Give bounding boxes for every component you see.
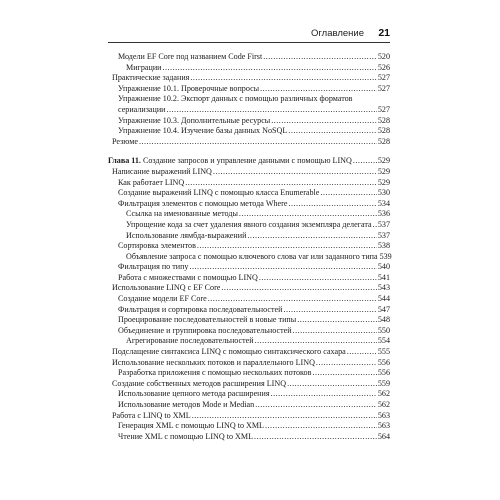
toc-entry-page: 541: [377, 272, 390, 282]
dot-leader: [162, 63, 376, 74]
dot-leader: [293, 326, 377, 337]
dot-leader: [255, 336, 377, 347]
toc-entry-page: 554: [377, 336, 390, 346]
toc-entry[interactable]: [108, 368, 390, 379]
toc-entry-page: 544: [377, 294, 390, 304]
toc-entry-label: Написание выражений LINQ: [112, 166, 212, 176]
toc-entry-label: Использование нескольких потоков и параллельного LINQ: [112, 357, 315, 367]
toc-entry-page: 529: [377, 166, 390, 176]
dot-leader: [254, 432, 377, 443]
dot-leader: [287, 379, 377, 390]
toc-entry-page: 548: [377, 315, 390, 325]
toc-entry-label: Упражнение 10.2. Экспорт данных с помощью различных форматов: [118, 94, 353, 104]
running-head-title: Оглавление: [311, 28, 364, 39]
dot-leader: [353, 156, 377, 167]
toc-entry-page: 559: [377, 378, 390, 388]
toc-entry-label: Модели EF Core под названием Code First: [118, 52, 263, 61]
toc-entry-label: Фильтрация и сортировка последовательностей: [118, 304, 283, 314]
toc-entry-page: 540: [377, 262, 390, 272]
running-head: [108, 28, 390, 42]
toc-entry-page: 520: [377, 52, 390, 61]
toc-entry-label: Упрощение кода за счет удаления явного создания экземпляра делегата: [126, 219, 372, 229]
toc-entry-label: Объявление запроса с помощью ключевого слова var или заданного типа: [126, 251, 378, 261]
toc-entry-page: 534: [377, 198, 390, 208]
toc-entry[interactable]: [108, 188, 390, 199]
toc-entry-page: 537: [377, 219, 390, 229]
toc-entry-page: 528: [377, 136, 390, 146]
toc-entry[interactable]: [108, 294, 390, 305]
toc-entry[interactable]: [108, 94, 390, 115]
toc-entry[interactable]: [108, 126, 390, 137]
toc-entry[interactable]: [108, 273, 390, 284]
toc-entry-label: Практические задания: [112, 73, 190, 83]
dot-leader: [192, 411, 377, 422]
toc-entry[interactable]: [108, 220, 390, 231]
toc-entry-page: 529: [377, 177, 390, 187]
toc-entry[interactable]: [108, 358, 390, 369]
toc-entry[interactable]: [108, 411, 390, 422]
dot-leader: [197, 241, 377, 252]
toc-entry[interactable]: [108, 199, 390, 210]
toc-entry-label: Ссылка на именованные методы: [126, 209, 238, 219]
toc-entry-page: 563: [377, 421, 390, 431]
toc-entry-page: 536: [377, 209, 390, 219]
toc-entry[interactable]: [108, 116, 390, 127]
toc-entry-label: Чтение XML с помощью LINQ to XML: [118, 431, 254, 441]
table-of-contents: [108, 52, 390, 442]
toc-entry-page: 543: [377, 283, 390, 293]
toc-entry[interactable]: [108, 231, 390, 242]
toc-entry-page: 529: [377, 156, 390, 166]
toc-entry[interactable]: [108, 241, 390, 252]
toc-entry-label: Как работает LINQ: [118, 177, 185, 187]
toc-entry-page: 550: [377, 325, 390, 335]
toc-entry-page: 528: [377, 115, 390, 125]
dot-leader: [271, 116, 377, 127]
toc-entry-page: 564: [377, 431, 390, 441]
toc-entry-label: [108, 156, 352, 167]
toc-entry-label: Фильтрация по типу: [118, 262, 189, 272]
toc-entry-label: Использование лямбда-выражений: [126, 230, 247, 240]
toc-entry-label: Генерация XML с помощью LINQ to XML: [118, 421, 264, 431]
dot-leader: [373, 220, 377, 231]
toc-entry-label: Использование методов Mode и Median: [118, 400, 255, 409]
page-number: 21: [378, 27, 390, 39]
dot-leader: [297, 315, 377, 326]
dot-leader: [312, 368, 376, 379]
toc-entry[interactable]: [108, 421, 390, 432]
toc-entry[interactable]: [108, 63, 390, 74]
toc-entry-page: 556: [377, 357, 390, 367]
toc-entry-label: Работа с LINQ to XML: [112, 410, 191, 420]
dot-leader: [271, 389, 377, 400]
toc-entry[interactable]: [108, 336, 390, 347]
toc-entry-label: Создание выражений LINQ с помощью класса Enumerable: [118, 188, 320, 198]
toc-entry-page: 528: [377, 126, 390, 136]
dot-leader: [185, 178, 377, 189]
dot-leader: [260, 84, 377, 95]
toc-entry-label: Создание собственных методов расширения LINQ: [112, 378, 287, 388]
toc-entry[interactable]: [108, 379, 390, 390]
toc-entry-label: Использование LINQ с EF Core: [112, 283, 221, 293]
toc-entry-page: 562: [377, 389, 390, 399]
toc-entry-label: Миграции: [126, 62, 162, 72]
toc-entry-page: 527: [377, 73, 390, 83]
toc-entry-label: Использование цепного метода расширения: [118, 389, 270, 399]
toc-entry[interactable]: [108, 347, 390, 358]
toc-entry-page: 563: [377, 410, 390, 420]
dot-leader: [320, 188, 376, 199]
toc-entry-label: Проецирование последовательностей в новые типы: [118, 315, 297, 325]
toc-entry-label-continued: сериализации: [118, 104, 166, 114]
dot-leader: [189, 262, 376, 273]
dot-leader: [263, 52, 377, 63]
toc-entry[interactable]: [108, 389, 390, 400]
toc-entry[interactable]: [108, 167, 390, 178]
dot-leader: [208, 294, 377, 305]
dot-leader: [288, 199, 376, 210]
dot-leader: [239, 209, 377, 220]
toc-entry-label: Подслащение синтаксиса LINQ с помощью синтаксического сахара: [112, 347, 346, 357]
header-rule: [108, 42, 390, 43]
dot-leader: [283, 305, 376, 316]
toc-chapter-entry[interactable]: [108, 156, 390, 167]
dot-leader: [347, 347, 377, 358]
toc-entry-label: Работа с множествами с помощью LINQ: [118, 272, 258, 282]
toc-entry-label: Сортировка элементов: [118, 241, 196, 251]
toc-entry-label: Резюме: [112, 136, 138, 146]
toc-entry-label: Упражнение 10.3. Дополнительные ресурсы: [118, 115, 271, 125]
dot-leader: [259, 273, 377, 284]
chapter-number: Глава 11.: [108, 156, 141, 166]
toc-entry[interactable]: [108, 262, 390, 273]
toc-entry-label: Создание модели EF Core: [118, 294, 207, 304]
dot-leader: [213, 167, 377, 178]
dot-leader: [166, 105, 376, 116]
toc-entry-page: 537: [377, 230, 390, 240]
toc-entry-page: 530: [377, 188, 390, 198]
toc-entry[interactable]: [108, 178, 390, 189]
dot-leader: [265, 421, 377, 432]
toc-entry-page: 538: [377, 241, 390, 251]
toc-entry[interactable]: [108, 84, 390, 95]
toc-entry[interactable]: [108, 400, 390, 411]
toc-entry-label: Агрегирование последовательностей: [126, 336, 254, 346]
toc-entry-page: 527: [377, 104, 390, 114]
dot-leader: [190, 73, 376, 84]
chapter-title: Создание запросов и управление данными с помощью LINQ: [140, 156, 352, 166]
toc-entry[interactable]: [108, 52, 390, 63]
toc-entry[interactable]: [108, 432, 390, 443]
dot-leader: [255, 400, 377, 411]
dot-leader: [288, 126, 377, 137]
toc-entry[interactable]: [108, 73, 390, 84]
toc-entry[interactable]: [108, 315, 390, 326]
toc-entry-label: Разработка приложения с помощью нескольких потоков: [118, 368, 312, 378]
toc-entry-page: 556: [377, 368, 390, 378]
toc-entry[interactable]: [108, 305, 390, 316]
toc-entry-page: 526: [377, 62, 390, 72]
toc-entry[interactable]: [108, 326, 390, 337]
toc-entry-page: 547: [377, 304, 390, 314]
toc-entry[interactable]: [108, 209, 390, 220]
toc-entry[interactable]: [108, 137, 390, 148]
toc-entry-label: Упражнение 10.1. Проверочные вопросы: [118, 83, 260, 93]
toc-entry-label: Упражнение 10.4. Изучение базы данных NoSQL: [118, 126, 288, 136]
toc-entry-page: 555: [377, 347, 390, 357]
toc-entry-page: 539: [379, 251, 392, 261]
dot-leader: [316, 358, 377, 369]
dot-leader: [139, 137, 377, 148]
dot-leader: [247, 231, 376, 242]
toc-entry-page: 562: [377, 400, 390, 409]
dot-leader: [221, 283, 376, 294]
toc-entry-label: Фильтрация элементов с помощью метода Where: [118, 198, 288, 208]
toc-entry[interactable]: [108, 252, 390, 263]
toc-entry-page: 527: [377, 83, 390, 93]
toc-entry[interactable]: [108, 283, 390, 294]
toc-entry-label: Объединение и группировка последовательностей: [118, 325, 292, 335]
